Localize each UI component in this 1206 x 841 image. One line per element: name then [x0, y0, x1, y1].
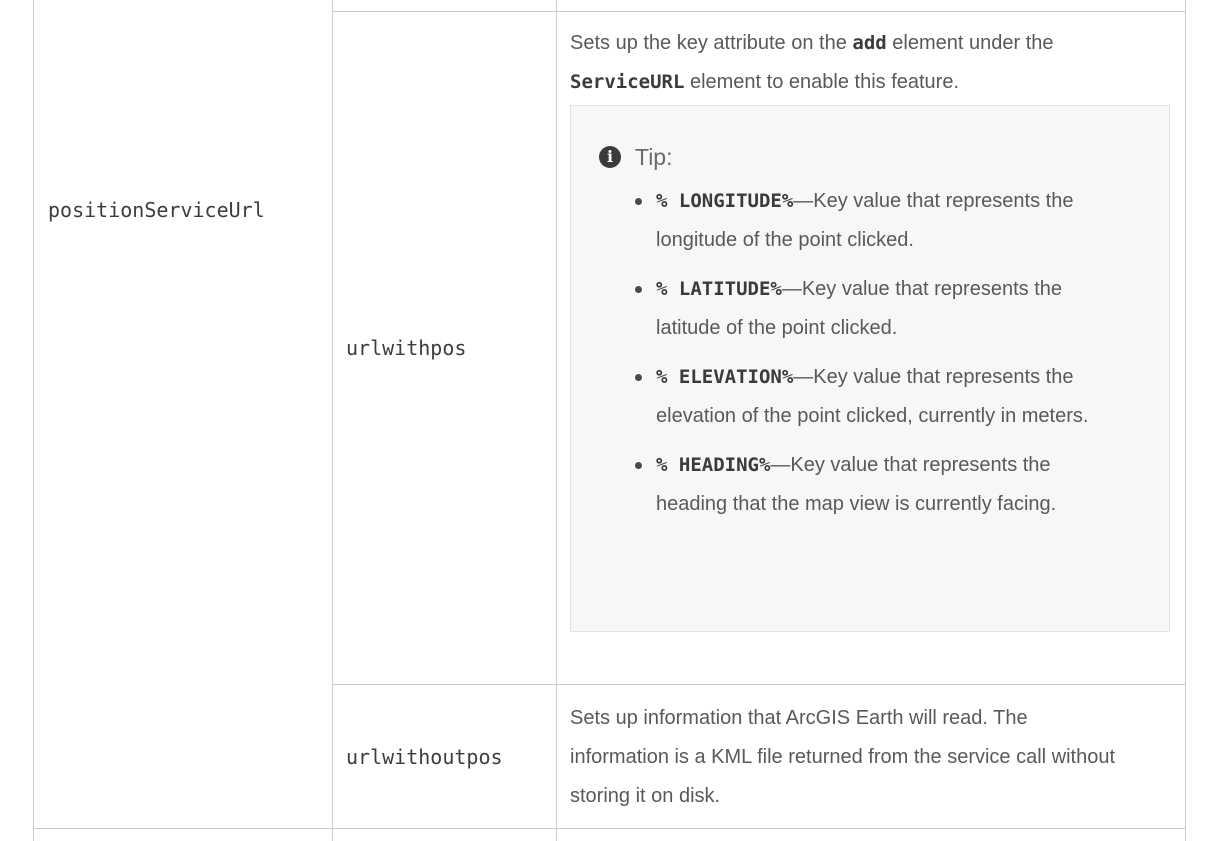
bullet-icon	[635, 374, 642, 381]
table-cell-next-row-parameter	[34, 829, 333, 841]
description-paragraph	[570, 24, 1130, 102]
parameter-name: positionServiceUrl	[48, 198, 265, 222]
tip-item-latitude	[599, 270, 1141, 348]
table-cell-key-urlwithoutpos	[333, 685, 557, 829]
tip-callout	[570, 105, 1170, 632]
tip-item-elevation	[599, 358, 1141, 436]
description-paragraph: Sets up information that ArcGIS Earth will read. The information is a KML file returned from the service call without storing it on disk.	[570, 707, 1116, 807]
bullet-icon	[635, 462, 642, 469]
tip-item-text: —Key value that represents the heading that the map view is currently facing.	[656, 454, 1057, 515]
tip-header	[599, 142, 1141, 172]
table-cell-previous-row-description	[557, 0, 1185, 12]
bullet-icon	[635, 286, 642, 293]
tip-item-key: % HEADING%	[656, 454, 771, 476]
table-cell-description-urlwithpos	[557, 12, 1185, 685]
tip-label: Tip:	[635, 143, 673, 170]
tip-item-key: % ELEVATION%	[656, 366, 794, 388]
key-name-urlwithoutpos: urlwithoutpos	[346, 744, 503, 769]
table-cell-next-row-description	[557, 829, 1185, 841]
tip-item-key: % LONGITUDE%	[656, 190, 794, 212]
table-cell-key-urlwithpos	[333, 12, 557, 685]
tip-item-text: —Key value that represents the latitude of the point clicked.	[656, 278, 1062, 339]
tip-item-key: % LATITUDE%	[656, 278, 782, 300]
inline-code-serviceurl: ServiceURL	[570, 71, 685, 93]
tip-list	[599, 182, 1141, 524]
info-icon: i	[599, 146, 621, 168]
description-text: element to enable this feature.	[684, 71, 960, 93]
tip-item-text: —Key value that represents the longitude of the point clicked.	[656, 190, 1074, 251]
tip-item-longitude	[599, 182, 1141, 260]
table-cell-description-urlwithoutpos	[557, 685, 1185, 829]
table-cell-next-row-key	[333, 829, 557, 841]
tip-item-text: —Key value that represents the elevation of the point clicked, currently in meters.	[656, 366, 1089, 427]
description-text: element under the	[886, 32, 1054, 54]
settings-table	[33, 0, 1186, 841]
tip-item-heading	[599, 446, 1141, 524]
inline-code-add: add	[852, 32, 887, 54]
key-name-urlwithpos: urlwithpos	[346, 336, 467, 360]
bullet-icon	[635, 198, 642, 205]
table-cell-previous-row-key	[333, 0, 557, 12]
table-cell-parameter	[34, 0, 333, 829]
description-text: Sets up the key attribute on the	[570, 32, 853, 54]
